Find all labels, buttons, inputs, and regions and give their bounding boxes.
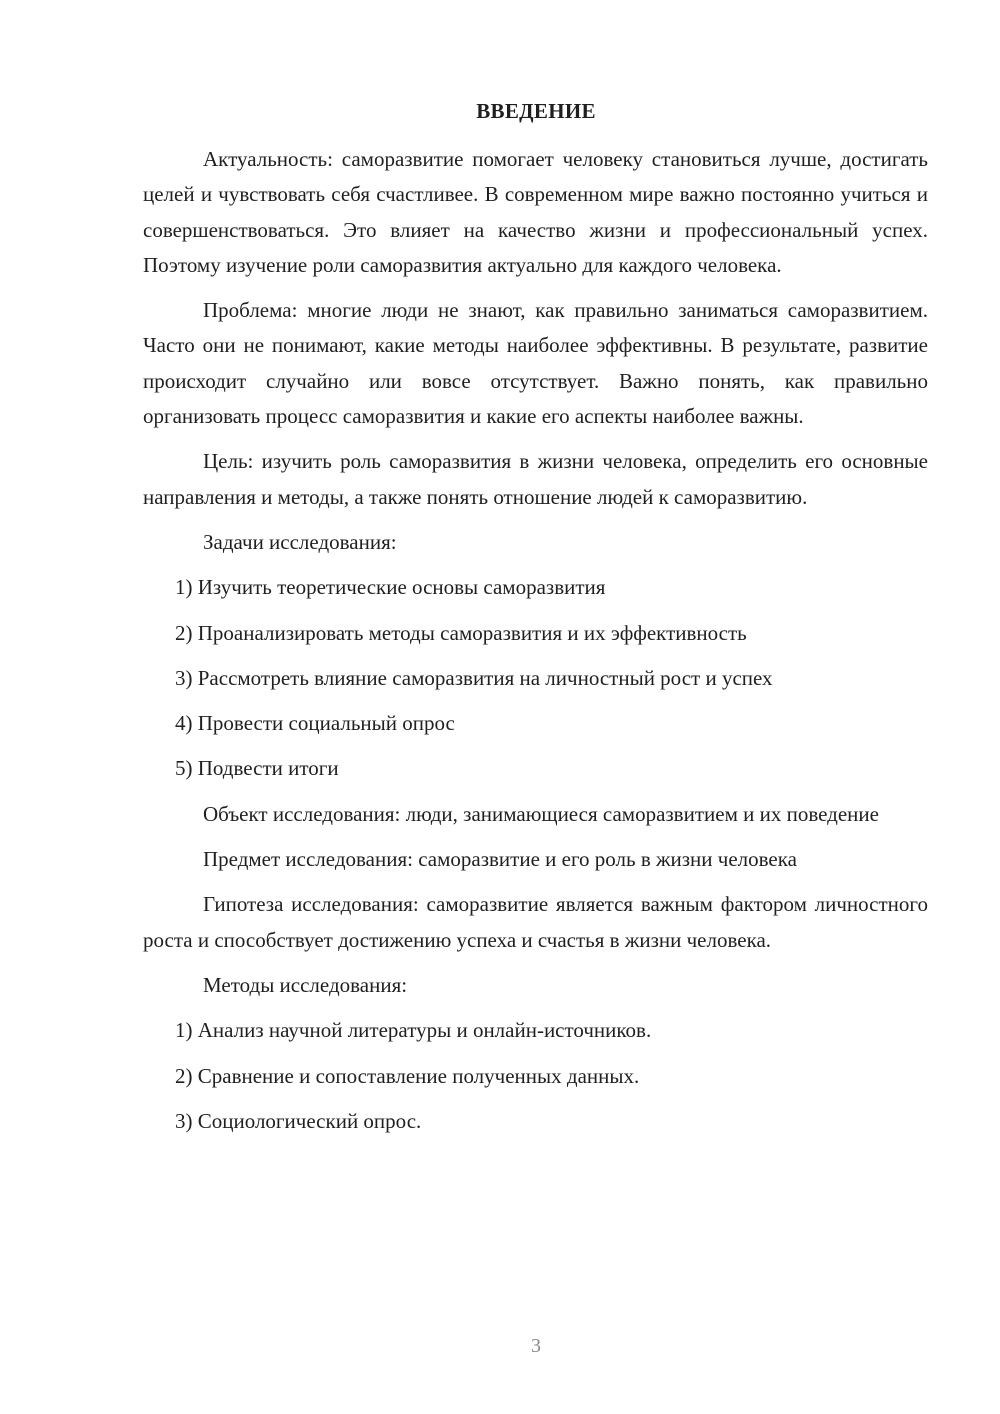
tasks-heading: Задачи исследования: <box>203 529 397 554</box>
subject-paragraph: Предмет исследования: саморазвитие и его роль в жизни человека <box>203 847 797 872</box>
problem-paragraph: Проблема: многие люди не знают, как правильно заниматься саморазвитием. Часто они не понимают, какие методы наиболее эффективны. В результате, развитие происходит случайно или вовсе отсутствует. Важно понять, как правильно организовать процесс саморазвития и какие его аспекты наиболее важны. <box>143 298 928 429</box>
list-item: 1) Изучить теоретические основы саморазвития <box>175 575 606 600</box>
methods-heading: Методы исследования: <box>203 972 408 997</box>
list-item: 1) Анализ научной литературы и онлайн-источников. <box>175 1018 652 1043</box>
document-body <box>143 142 928 1149</box>
goal-paragraph: Цель: изучить роль саморазвития в жизни человека, определить его основные направления и методы, а также понять отношение людей к саморазвитию. <box>143 449 928 509</box>
relevance-paragraph: Актуальность: саморазвитие помогает человеку становиться лучше, достигать целей и чувствовать себя счастливее. В современном мире важно постоянно учиться и совершенствоваться. Это влияет на качество жизни и профессиональный успех. Поэтому изучение роли саморазвития актуально для каждого человека. <box>143 147 928 277</box>
list-item: 2) Проанализировать методы саморазвития и их эффективность <box>175 620 747 645</box>
list-item: 4) Провести социальный опрос <box>175 711 455 736</box>
list-item: 3) Рассмотреть влияние саморазвития на личностный рост и успех <box>175 665 773 690</box>
object-paragraph: Объект исследования: люди, занимающиеся саморазвитием и их поведение <box>203 801 879 826</box>
list-item: 5) Подвести итоги <box>175 756 339 781</box>
list-item: 2) Сравнение и сопоставление полученных данных. <box>175 1063 640 1088</box>
methods-list <box>143 1013 928 1139</box>
hypothesis-paragraph: Гипотеза исследования: саморазвитие является важным фактором личностного роста и способствует достижению успеха и счастья в жизни человека. <box>143 892 928 952</box>
list-item: 3) Социологический опрос. <box>175 1108 422 1133</box>
tasks-list <box>143 570 928 786</box>
section-title: ВВЕДЕНИЕ <box>476 99 596 123</box>
page-number: 3 <box>531 1335 541 1357</box>
